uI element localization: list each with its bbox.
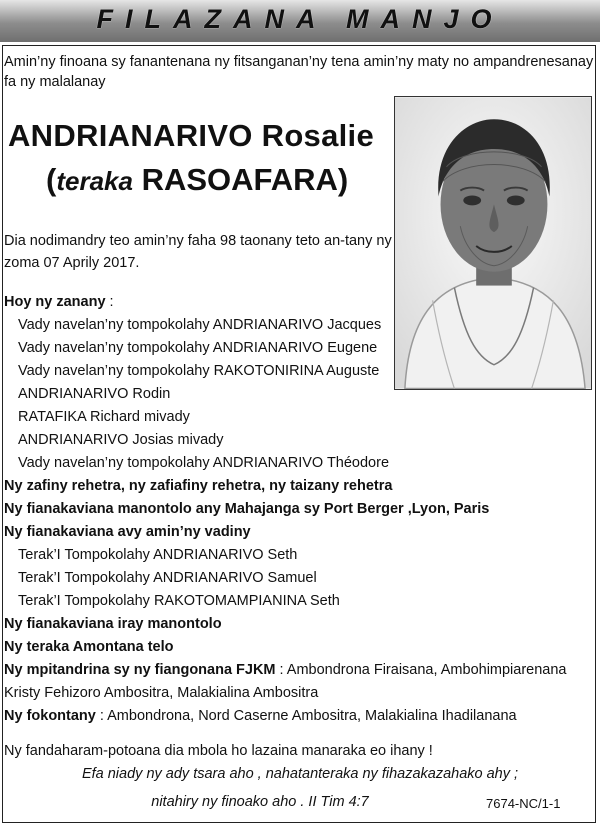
header-title: FILAZANA MANJO (96, 4, 504, 34)
list-item: ANDRIANARIVO Josias mivady (18, 432, 224, 448)
list-item: Terak’I Tompokolahy ANDRIANARIVO Samuel (18, 570, 317, 586)
church-line-continued: Kristy Fehizoro Ambositra, Malakialina Ambositra (4, 685, 319, 701)
reference-code: 7674-NC/1-1 (486, 796, 561, 811)
list-item: Vady navelan’ny tompokolahy RAKOTONIRINA Auguste (18, 363, 380, 379)
header-banner (0, 0, 600, 42)
death-notice: Dia nodimandry teo amin’ny faha 98 taonany teto an-tany ny zoma 07 Aprily 2017. (4, 233, 392, 271)
children-heading: Hoy ny zanany (4, 294, 106, 310)
bible-quote-line-1: Efa niady ny ady tsara aho , nahatanteraka ny fihazakazahako ahy ; (81, 766, 519, 782)
in-laws-heading: Ny fianakaviana avy amin’ny vadiny (4, 524, 251, 540)
list-item: Vady navelan’ny tompokolahy ANDRIANARIVO Jacques (18, 317, 382, 333)
children-heading-suffix: : (105, 294, 114, 310)
relatives-places-line: Ny fianakaviana manontolo any Mahajanga sy Port Berger ,Lyon, Paris (4, 501, 490, 517)
generations-line: Ny teraka Amontana telo (4, 639, 174, 655)
list-item: Vady navelan’ny tompokolahy ANDRIANARIVO Théodore (18, 455, 390, 471)
teraka-label: teraka (56, 166, 133, 196)
list-item: RATAFIKA Richard mivady (18, 409, 190, 425)
church-places: : Ambondrona Firaisana, Ambohimpiarenana (275, 662, 567, 678)
children-heading-line (4, 291, 114, 314)
bible-quote-line-2: nitahiry ny finoako aho . II Tim 4:7 (151, 794, 369, 810)
whole-family-line: Ny fianakaviana iray manontolo (4, 616, 222, 632)
list-item: Terak’I Tompokolahy ANDRIANARIVO Seth (18, 547, 298, 563)
fokontany-label: Ny fokontany (4, 708, 96, 724)
church-label: Ny mpitandrina sy ny fiangonana FJKM (4, 662, 276, 678)
list-item: Terak’I Tompokolahy RAKOTOMAMPIANINA Seth (18, 593, 340, 609)
maiden-name: RASOAFARA) (141, 162, 349, 197)
portrait-illustration (395, 97, 591, 389)
portrait-photo (394, 96, 592, 390)
list-item: ANDRIANARIVO Rodin (18, 386, 171, 402)
deceased-maiden-name (46, 162, 348, 198)
grandchildren-line: Ny zafiny rehetra, ny zafiafiny rehetra, ny taizany rehetra (4, 478, 393, 494)
deceased-name: ANDRIANARIVO Rosalie (8, 118, 374, 153)
church-line (4, 659, 567, 682)
fokontany-line (4, 705, 517, 728)
fokontany-places: : Ambondrona, Nord Caserne Ambositra, Malakialina Ihadilanana (95, 708, 517, 724)
intro-text: Amin’ny finoana sy fanantenana ny fitsanganan’ny tena amin’ny maty no ampandrenesanay fa ny malalanay (4, 54, 594, 90)
open-paren: ( (46, 162, 57, 197)
funeral-notice: Ny fandaharam-potoana dia mbola ho lazaina manaraka eo ihany ! (4, 743, 433, 759)
list-item: Vady navelan’ny tompokolahy ANDRIANARIVO Eugene (18, 340, 378, 356)
